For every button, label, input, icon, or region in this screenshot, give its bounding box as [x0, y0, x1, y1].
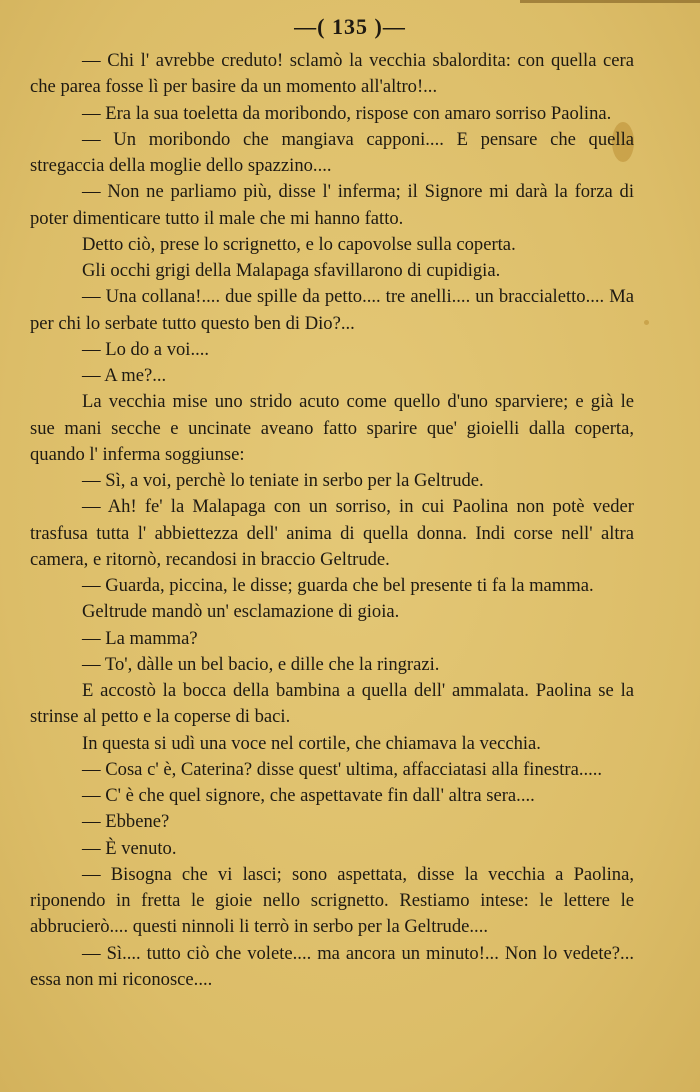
paragraph: — To', dàlle un bel bacio, e dille che la ringrazi. [82, 653, 440, 675]
paragraph: — Cosa c' è, Caterina? disse quest' ultima, affacciatasi alla finestra..... [82, 758, 603, 780]
page-number: —( 135 )— [294, 14, 406, 39]
paper-stain [644, 320, 649, 325]
paragraph: — Sì.... tutto ciò che volete.... ma ancora un minuto!... Non lo vedete?... essa non mi riconosce.... [30, 942, 634, 990]
paragraph: — Guarda, piccina, le disse; guarda che bel presente ti fa la mamma. [82, 575, 594, 596]
paragraph: — Non ne parliamo più, disse l' inferma; il Signore mi darà la forza di poter dimenticare tutto il male che mi hanno fatto. [30, 181, 634, 229]
body-text [30, 48, 634, 993]
paragraph: — C' è che quel signore, che aspettavate fin dall' altra sera.... [82, 785, 535, 806]
paragraph: — Chi l' avrebbe creduto! sclamò la vecchia sbalordita: con quella cera che parea fosse lì per basire da un momento all'altro!... [30, 50, 634, 98]
paragraph: — Ah! fe' la Malapaga con un sorriso, in cui Paolina non potè veder trasfusa tutta l' abbiettezza dell' anima di quella donna. Indi corse nell' altra camera, e ritornò, recandosi in braccio Geltrude. [30, 496, 634, 570]
paragraph: — Era la sua toeletta da moribondo, rispose con amaro sorriso Paolina. [82, 102, 612, 124]
paragraph: In questa si udì una voce nel cortile, che chiamava la vecchia. [82, 732, 541, 754]
paragraph: — Un moribondo che mangiava capponi.... E pensare che quella stregaccia della moglie dello spazzino.... [30, 128, 634, 176]
top-edge-rule [520, 0, 700, 3]
paragraph: Geltrude mandò un' esclamazione di gioia. [82, 601, 400, 623]
paragraph: — Sì, a voi, perchè lo teniate in serbo per la Geltrude. [82, 470, 484, 491]
paragraph: Gli occhi grigi della Malapaga sfavillarono di cupidigia. [82, 260, 501, 281]
paragraph: — Una collana!.... due spille da petto.... tre anelli.... un braccialetto.... Ma per chi lo serbate tutto questo ben di Dio?... [30, 286, 634, 334]
paragraph: — Ebbene? [82, 811, 170, 833]
paragraph: La vecchia mise uno strido acuto come quello d'uno sparviere; e già le sue mani secche e uncinate aveano fatto sparire que' gioielli dalla coperta, quando l' inferma soggiunse: [30, 391, 634, 465]
paragraph: E accostò la bocca della bambina a quella dell' ammalata. Paolina se la strinse al petto e la coperse di baci. [30, 680, 634, 728]
paragraph: — Bisogna che vi lasci; sono aspettata, disse la vecchia a Paolina, riponendo in fretta le gioie nello scrignetto. Restiamo intese: le lettere le abbrucierò.... questi ninnoli li terrò in serbo per la Geltrude.... [30, 863, 634, 938]
paragraph: — A me?... [82, 365, 167, 386]
paragraph: Detto ciò, prese lo scrignetto, e lo capovolse sulla coperta. [82, 233, 516, 255]
paragraph: — È venuto. [82, 837, 177, 859]
paragraph: — Lo do a voi.... [82, 338, 210, 360]
paragraph: — La mamma? [82, 627, 198, 649]
